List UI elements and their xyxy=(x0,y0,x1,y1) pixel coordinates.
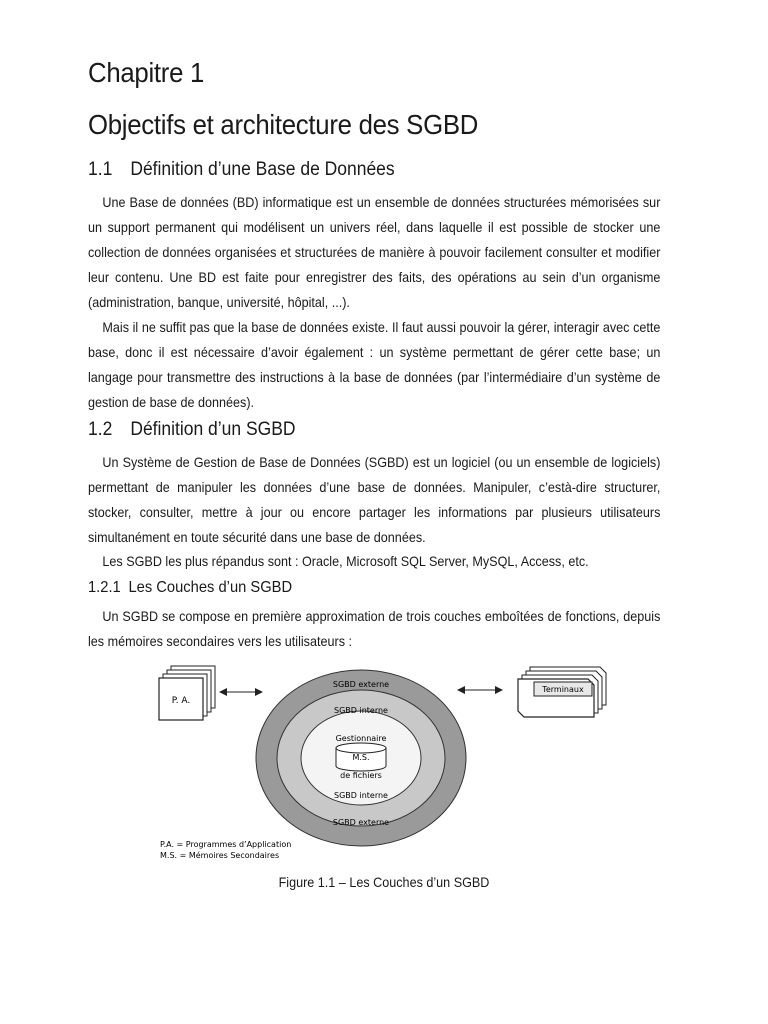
section-number: 1.2 xyxy=(88,419,113,440)
paragraph-bd-management: Mais il ne suffit pas que la base de données existe. Il faut aussi pouvoir la gérer, interagir avec cette base, donc il est nécessaire d’avoir également : un système permettant de gérer cette base; un langage pour transmettre des instructions à la base de données (par l’intermédiaire d’un système de gestion de base de données). xyxy=(88,319,661,410)
section-1-1-heading xyxy=(88,158,395,182)
legend-pa: P.A. = Programmes d’Application xyxy=(160,840,292,849)
paragraph-sgbd-definition: Un Système de Gestion de Base de Données (SGBD) est un logiciel (ou un ensemble de logiciels) permettant de manipuler les données d’une base de données. Manipuler, c’està-dire structurer, stocker, consulter, mettre à jour ou encore partager les informations par plusieurs utilisateurs simultanément en toute sécurité dans une base de données. xyxy=(88,454,661,545)
chapter-label: Chapitre 1 xyxy=(88,57,205,88)
core-label-line2: de fichiers xyxy=(340,771,382,780)
section-title: Définition d’un SGBD xyxy=(130,419,296,440)
section-1-2-1-heading xyxy=(88,578,292,598)
core-ms-label: M.S. xyxy=(352,753,370,762)
application-programs-stack xyxy=(159,666,215,720)
paragraph-sgbd-layers: Un SGBD se compose en première approximation de trois couches emboîtées de fonctions, depuis les mémoires secondaires vers les utilisateurs : xyxy=(88,608,661,649)
secondary-memory-cylinder-icon xyxy=(336,743,386,771)
core-label-line1: Gestionnaire xyxy=(335,734,387,743)
chapter-title: Objectifs et architecture des SGBD xyxy=(88,109,479,140)
sgbd-layers-diagram xyxy=(150,662,620,872)
section-1-2-heading xyxy=(88,418,296,442)
section-number: 1.2.1 xyxy=(88,579,121,596)
terminals-label: Terminaux xyxy=(542,685,584,694)
middle-bottom-label: SGBD interne xyxy=(334,791,388,800)
pa-label: P. A. xyxy=(171,696,191,706)
sgbd-layers-figure xyxy=(150,662,620,872)
figure-caption: Figure 1.1 – Les Couches d’un SGBD xyxy=(278,874,490,890)
legend-ms: M.S. = Mémoires Secondaires xyxy=(160,851,280,860)
terminals-stack xyxy=(518,667,606,717)
section-number: 1.1 xyxy=(88,159,113,180)
outer-top-label: SGBD externe xyxy=(332,680,390,689)
middle-top-label: SGBD interne xyxy=(334,706,388,715)
paragraph-bd-definition: Une Base de données (BD) informatique est un ensemble de données structurées mémorisées sur un support permanent qui modélisent un univers réel, dans laquelle il est possible de stocker une collection de données organisées et structurées de manière à pouvoir facilement consulter et modifier leur contenu. Une BD est faite pour enregistrer des faits, des opérations au sein d’un organisme (administration, banque, université, hôpital, ...). xyxy=(88,194,661,310)
section-title: Définition d’une Base de Données xyxy=(130,159,395,180)
outer-bottom-label: SGBD externe xyxy=(332,818,390,827)
section-title: Les Couches d’un SGBD xyxy=(128,579,293,596)
paragraph-sgbd-examples: Les SGBD les plus répandus sont : Oracle, Microsoft SQL Server, MySQL, Access, etc. xyxy=(102,553,589,569)
